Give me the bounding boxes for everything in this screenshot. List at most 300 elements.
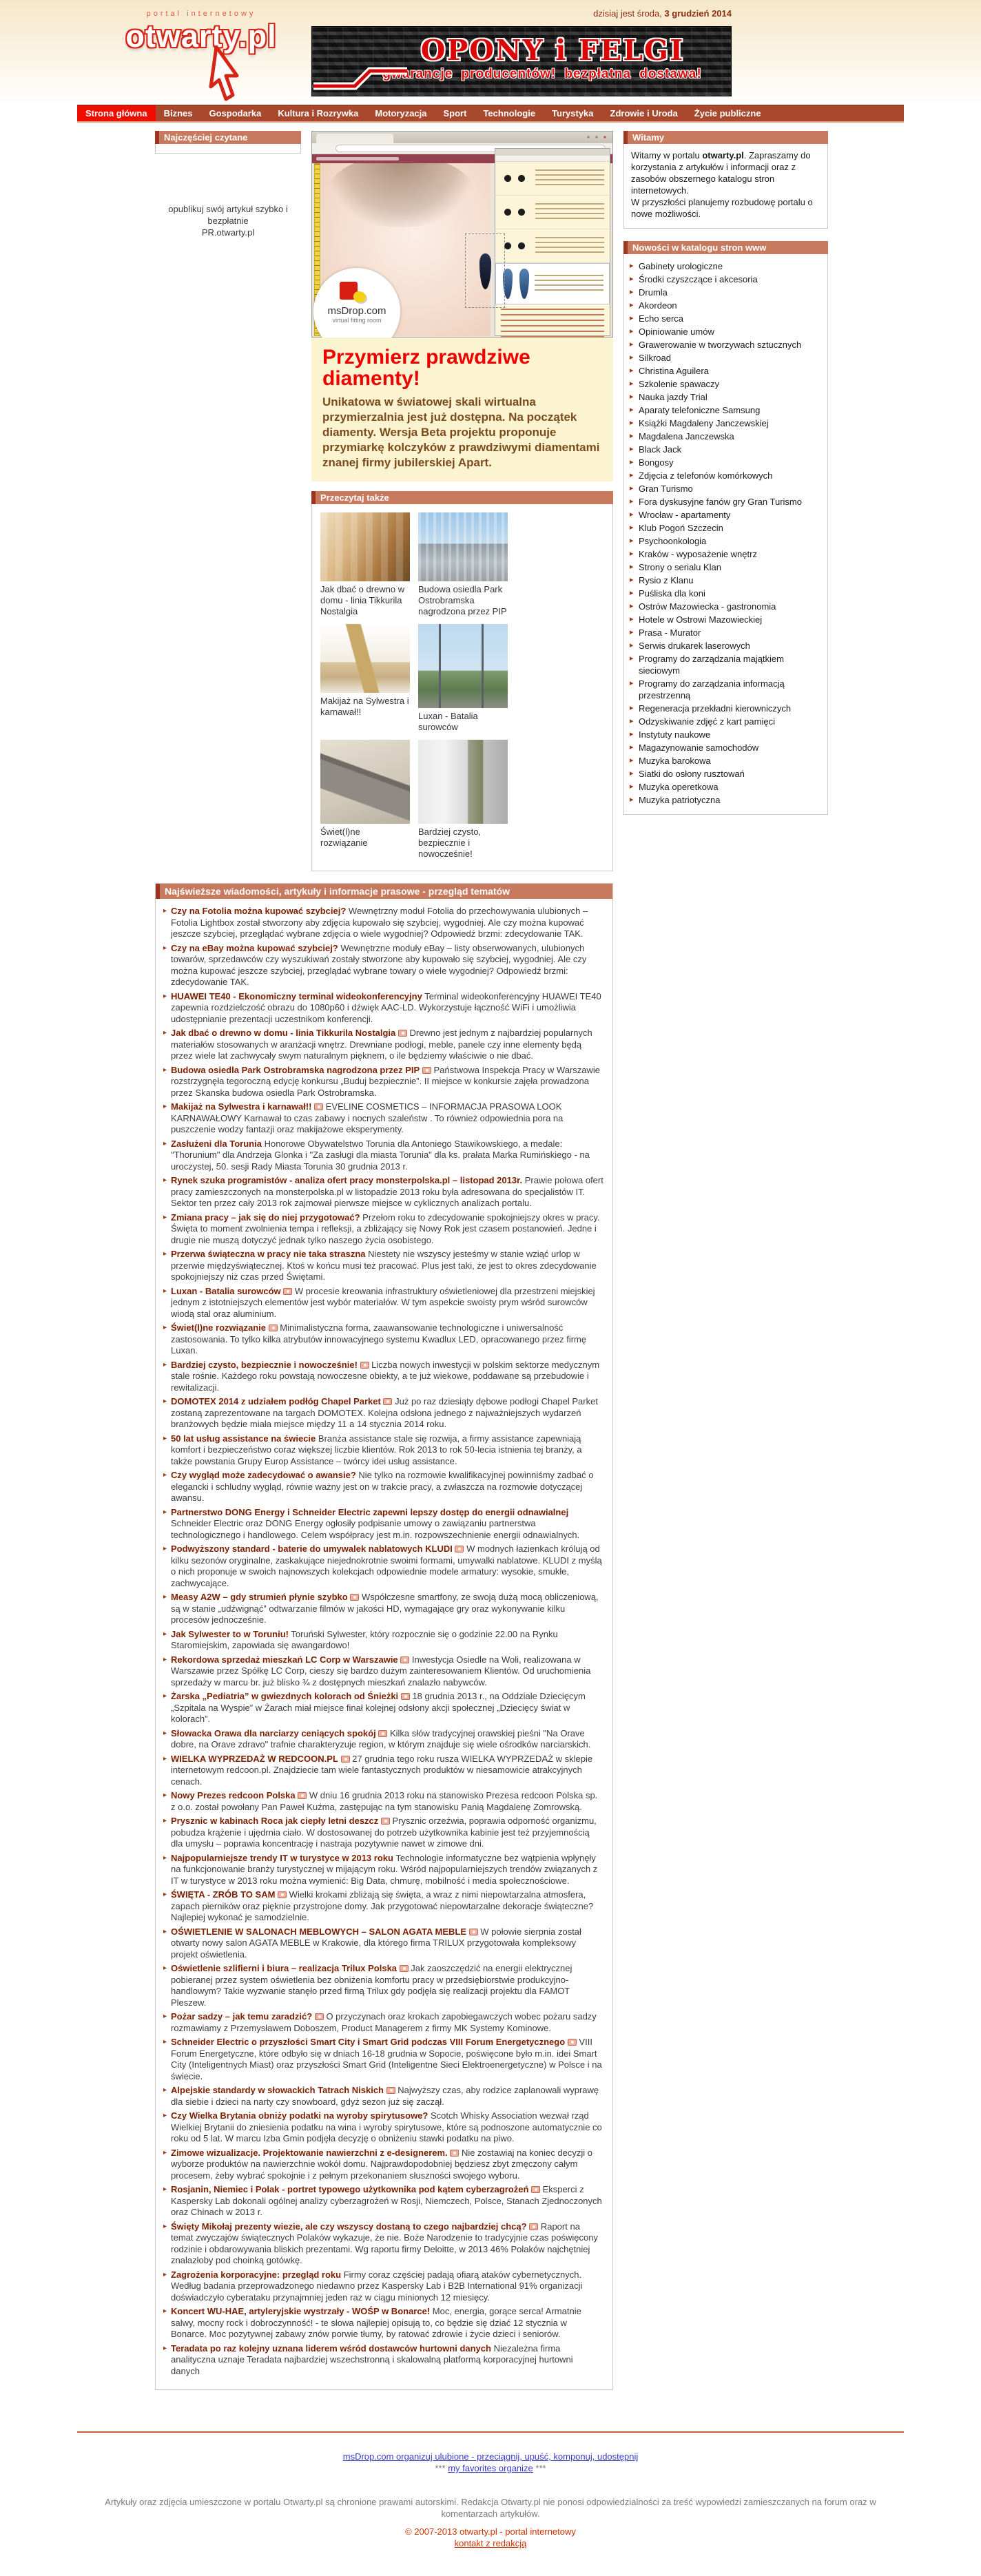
news-item [163,1212,603,1247]
news-item-body: Wewnętrzny moduł Fotolia do przechowywania ulubionych – Fotolia Lightbox został stworzony aby zdjęcia kupowało się szybciej, wygodniej. Ale czy można kupować jeszcze szybciej, przeglądać wybrane zdjęcia o wiele wygodniej? Odpowiedź brzmi: zdecydowanie TAK. [171,906,588,939]
news-item [163,1889,603,1924]
arrow-bullet-icon: ▸ [630,301,634,309]
news-item-title[interactable]: Budowa osiedla Park Ostrobramska nagrodzona przez PIP [171,1064,420,1075]
arrow-bullet-icon: ▸ [163,1729,167,1737]
catalog-item[interactable]: ▸ Kraków - wyposażenie wnętrz [630,549,757,559]
read-also-item[interactable]: Bardziej czysto, bezpiecznie i nowocześnie! [418,740,508,860]
arrow-bullet-icon: ▸ [630,275,634,283]
arrow-bullet-icon: ▸ [163,1139,167,1147]
news-item-title[interactable]: Czy Wielka Brytania obniży podatki na wyroby spirytusowe? [171,2110,428,2121]
camera-icon [398,1030,407,1037]
catalog-item[interactable]: ▸ Odzyskiwanie zdjęć z kart pamięci [630,716,775,727]
catalog-item[interactable]: ▸ Hotele w Ostrowi Mazowieckiej [630,614,763,625]
news-item-title[interactable]: Koncert WU-HAE, artyleryjskie wystrzały - WOŚP w Bonarce! [171,2306,431,2316]
msdrop-logo: msDrop.com virtual fitting room [313,268,400,337]
news-item [163,1853,603,1887]
catalog-item[interactable]: ▸ Strony o serialu Klan [630,562,721,572]
news-item-title[interactable]: Pożar sadzy – jak temu zaradzić? [171,2011,313,2022]
camera-icon [350,1594,359,1601]
arrow-bullet-icon: ▸ [630,406,634,414]
arrow-bullet-icon: ▸ [630,704,634,712]
news-item-body: 18 grudnia 2013 r., na Oddziale Dziecięcym „Szpitala na Wyspie” w Żarach miał miejsce finał kolejnej odsłony akcji społecznej „Dziecięcy świat w kolorach”. [171,1691,586,1724]
news-item-body: Firmy coraz częściej padają ofiarą ataków cybernetycznych. Według badania przeprowadzonego niedawno przez Kaspersky Lab i B2B International 91% organizacji doświadczyło cyberataku przynajmniej jeden raz w ciągu minionych 12 miesięcy. [171,2269,583,2303]
news-item-body: W modnych łazienkach królują od kilku sezonów oryginalne, zaskakujące niejednokrotnie swoimi formami, umywalki nablatowe. KLUDI z myślą o nich proponuje w swoich najnowszych kolekcjach odpowiednie modele armatury: wysokie, smukłe, zachwycające. [171,1544,602,1588]
fitting-selection-box [465,233,505,308]
camera-icon [269,1325,278,1331]
arrow-bullet-icon: ▸ [163,1692,167,1700]
news-item-title[interactable]: Czy wygląd może zadecydować o awansie? [171,1470,356,1480]
camera-icon [314,1103,323,1110]
news-item-title[interactable]: Teradata po raz kolejny uznana liderem wśród dostawców hurtowni danych [171,2343,491,2354]
catalog-item[interactable]: ▸ Bongosy [630,457,674,468]
arrow-bullet-icon: ▸ [630,484,634,492]
news-item-body: EVELINE COSMETICS – INFORMACJA PRASOWA LOOK KARNAWAŁOWY Karnawał to czas zabawy i nocnych szaleństw . To również odpowiednia pora na puszczenie wodzy fantazji oraz makijażowe eksperymenty. [171,1101,564,1134]
arrow-bullet-icon: ▸ [163,1630,167,1638]
arrow-bullet-icon: ▸ [163,1287,167,1295]
news-header: Najświeższe wiadomości, artykuły i informacje prasowe - przegląd tematów [156,884,612,899]
header [77,0,904,105]
news-item-title[interactable]: Alpejskie standardy w słowackich Tatrach Niskich [171,2085,384,2095]
arrow-bullet-icon: ▸ [163,2013,167,2020]
arrow-bullet-icon: ▸ [630,717,634,725]
nav-item[interactable]: Motoryzacja [375,108,427,118]
catalog-item[interactable]: ▸ Echo serca [630,313,684,324]
catalog-item[interactable]: ▸ Klub Pogoń Szczecin [630,523,723,533]
news-item-body: Toruński Sylwester, który rozpocznie się o godzinie 22.00 na Rynku Staromiejskim, zapowiada się awangardowo! [171,1628,558,1650]
catalog-item[interactable]: ▸ Ostrów Mazowiecka - gastronomia [630,601,776,612]
thumbnail-image[interactable] [418,740,508,824]
right-column [623,131,828,871]
arrow-bullet-icon: ▸ [163,992,167,1000]
news-item [163,1592,603,1626]
news-item-body: W połowie sierpnia został otwarty nowy salon AGATA MEBLE w Krakowie, dla którego firma TRILUX przygotowała kompleksowy projekt oświetlenia. [171,1926,581,1960]
news-item-body: Moc, energia, gorące serca! Armatnie salwy, mocny rock i dobroczynność! - te słowa najlepiej opisują to, co będzie się dziać 12 stycznia w Bonarce. Moc pozytywnej zabawy znów porwie tłumy, by ratować zdrowie i życie dzieci i seniorów. [171,2306,581,2339]
catalog-item[interactable]: ▸ Grawerowanie w tworzywach sztucznych [630,340,802,350]
featured-article-title[interactable]: Przymierz prawdziwe diamenty! [322,346,530,390]
news-item-title[interactable]: Słowacka Orawa dla narciarzy ceniących spokój [171,1727,376,1738]
arrow-bullet-icon: ▸ [630,730,634,738]
news-item-title[interactable]: Luxan - Batalia surowców [171,1285,281,1296]
news-item-body: Eksperci z Kaspersky Lab dokonali ogólnej analizy cyberzagrożeń w Rosji, Niemczech, Polsce, Stanach Zjednoczonych oraz Chinach w 2013 r. [171,2184,602,2217]
news-item-title[interactable]: WIELKA WYPRZEDAŻ W REDCOON.PL [171,1753,338,1764]
arrow-bullet-icon: ▸ [630,641,634,650]
arrow-bullet-icon: ▸ [630,497,634,506]
news-item-body: Prawie połowa ofert pracy zamieszczonych na monsterpolska.pl w listopadzie 2013 roku była adresowana do specjalistów IT. Sektor ten przez cały 2013 rok zajmował pierwsze miejsce w cyklicznych analizach portalu. [171,1175,603,1208]
catalog-item[interactable]: ▸ Magazynowanie samochodów [630,742,759,753]
news-item [163,2110,603,2145]
catalog-item[interactable]: ▸ Akordeon [630,300,677,311]
news-item-body: 27 grudnia tego roku rusza WIELKA WYPRZEDAŻ w sklepie internetowym redcoon.pl. Znajdziecie tam wiele fantastycznych produktów w niesamowicie atrakcyjnych cenach. [171,1753,593,1787]
arrow-bullet-icon: ▸ [163,2222,167,2230]
arrow-bullet-icon: ▸ [630,432,634,440]
arrow-bullet-icon: ▸ [630,769,634,778]
catalog-item[interactable]: ▸ Programy do zarządzania informacją przestrzenną [630,678,785,700]
arrow-bullet-icon: ▸ [163,1927,167,1935]
arrow-bullet-icon: ▸ [630,628,634,636]
read-also-item[interactable]: Makijaż na Sylwestra i karnawał!! [320,624,410,733]
current-date: dzisiaj jest środa, 3 grudzień 2014 [593,8,732,19]
arrow-bullet-icon: ▸ [630,393,634,401]
thumbnail-image[interactable] [320,740,410,824]
news-item-title[interactable]: Rekordowa sprzedaż mieszkań LC Corp w Warszawie [171,1654,398,1665]
arrow-bullet-icon: ▸ [163,1853,167,1862]
featured-article [311,337,613,481]
news-item-title[interactable]: Rosjanin, Niemiec i Polak - portret typowego użytkownika pod kątem cyberzagrożeń [171,2184,529,2194]
news-item [163,1963,603,2008]
catalog-item[interactable]: ▸ Puśliska dla koni [630,588,705,599]
catalog-item[interactable]: ▸ Gran Turismo [630,484,693,494]
arrow-bullet-icon: ▸ [163,2038,167,2046]
news-item-title[interactable]: Prysznic w kabinach Roca jak ciepły letni deszcz [171,1816,379,1826]
catalog-item[interactable]: ▸ Gabinety urologiczne [630,261,723,271]
news-item-title[interactable]: ŚWIĘTA - ZRÓB TO SAM [171,1889,276,1900]
nav-item[interactable]: Zdrowie i Uroda [610,108,678,118]
arrow-bullet-icon: ▸ [163,2185,167,2193]
news-item-title[interactable]: HUAWEI TE40 - Ekonomiczny terminal wideokonferencyjny [171,990,422,1001]
earring-thumbnail-icon [499,202,530,222]
news-item-body: Współczesne smartfony, ze swoją dużą mocą obliczeniową, są w stanie „udźwignąć” odtwarzanie filmów w jakości HD, wymagające gry oraz wykonywanie kilku procesów jednocześnie. [171,1592,599,1625]
arrow-bullet-icon: ▸ [163,1545,167,1552]
arrow-bullet-icon: ▸ [630,262,634,270]
news-item-title[interactable]: Zimowe wizualizacje. Projektowanie nawierzchni z e-designerem. [171,2147,448,2158]
nav-item[interactable]: Strona główna [77,105,156,121]
contact-editors-link[interactable]: kontakt z redakcją [454,2538,527,2548]
news-item-title[interactable]: Rynek szuka programistów - analiza ofert pracy monsterpolska.pl – listopad 2013r. [171,1175,523,1185]
arrow-bullet-icon: ▸ [630,510,634,519]
catalog-item[interactable]: ▸ Christina Aguilera [630,366,709,376]
news-list [156,899,612,2389]
news-item-title[interactable]: OŚWIETLENIE W SALONACH MEBLOWYCH – SALON AGATA MEBLE [171,1926,466,1937]
news-item-body: Wielki krokami zbliżają się święta, a wraz z nimi niepowtarzalna atmosfera, zapach pierników oraz pięknie przystrojone domy. Jak przygotować niepowtarzalne dekoracje świąteczne? Najlepiej wykonać je samodzielnie. [171,1889,594,1922]
arrow-bullet-icon: ▸ [163,1360,167,1369]
footer-disclaimer: Artykuły oraz zdjęcia umieszczone w portalu Otwarty.pl są chronione prawami autorskimi. Redakcja Otwarty.pl nie ponosi odpowiedzialności za treść wypowiedzi zamieszczanych na forum oraz w komentarzach artykułów. [105,2497,876,2519]
my-favorites-link[interactable]: my favorites organize [448,2463,533,2473]
arrow-bullet-icon: ▸ [630,589,634,597]
camera-icon [422,1067,431,1074]
camera-icon [529,2223,538,2230]
camera-icon [315,2013,324,2020]
read-also-item[interactable]: Jak dbać o drewno w domu - linia Tikkurila Nostalgia [320,512,410,617]
featured-article-body: Unikatowa w światowej skali wirtualna przymierzalnia jest już dostępna. Na początek diamenty. Wersja Beta projektu proponuje przymiarkę kolczyków z prawdziwymi diamentami znanej firmy jubilerskiej Apart. [322,395,600,469]
mini-window-links [501,309,604,337]
nav-item[interactable]: Technologie [483,108,536,118]
hero-mini-window [495,148,610,336]
news-item-title[interactable]: Partnerstwo DONG Energy i Schneider Electric zapewni lepszy dostęp do energii odnawialnej [171,1506,569,1517]
news-item [163,2221,603,2267]
arrow-bullet-icon: ▸ [630,523,634,532]
arrow-bullet-icon: ▸ [630,537,634,545]
catalog-item[interactable]: ▸ Muzyka operetkowa [630,782,719,792]
news-item-title[interactable]: Najpopularniejsze trendy IT w turystyce w 2013 roku [171,1852,393,1863]
arrow-bullet-icon: ▸ [630,353,634,362]
news-item [163,1691,603,1725]
catalog-item[interactable]: ▸ Programy do zarządzania majątkiem sieciowym [630,654,784,676]
news-item [163,2148,603,2182]
news-item [163,1507,603,1541]
camera-icon [360,1362,369,1369]
arrow-bullet-icon: ▸ [630,419,634,427]
msdrop-hero-ad[interactable] [311,131,613,337]
catalog-item[interactable]: ▸ Black Jack [630,444,682,455]
catalog-item[interactable]: ▸ Psychoonkologia [630,536,707,546]
nav-item[interactable]: Kultura i Rozrywka [278,108,359,118]
news-item-body: Scotch Whisky Association wezwał rząd Wielkiej Brytanii do zniesienia podatku na wina i wyroby spirytusowe, które są podnoszone automatycznie co roku od 5 lat. W marcu Izba Gmin podjęła decyzję o obniżeniu stawki podatku na piwo. [171,2110,602,2143]
news-item-body: Honorowe Obywatelstwo Torunia dla Antoniego Stawikowskiego, a medale: "Thorunium" dla Andrzeja Glonka i "Za zasługi dla miasta Torunia" dla ks. prałata Marka Rumińskiego - na uroczystej, 50. sesji Rady Miasta Torunia 30 grudnia 2013 r. [171,1138,590,1172]
arrow-bullet-icon: ▸ [163,2344,167,2352]
arrow-bullet-icon: ▸ [630,445,634,453]
arrow-bullet-icon: ▸ [630,288,634,296]
catalog-item[interactable]: ▸ Drumla [630,287,668,298]
site-logo[interactable] [125,10,277,54]
catalog-item[interactable]: ▸ Siatki do osłony rusztowań [630,769,745,779]
news-item [163,1175,603,1209]
nav-item[interactable]: Turystyka [552,108,594,118]
arrow-bullet-icon: ▸ [163,1066,167,1074]
catalog-item[interactable]: ▸ Szkolenie spawaczy [630,379,720,389]
arrow-bullet-icon: ▸ [163,1398,167,1405]
catalog-item[interactable]: ▸ Instytuty naukowe [630,729,711,740]
tires-ad-banner[interactable] [311,26,732,96]
main-nav [77,105,904,123]
arrow-bullet-icon: ▸ [630,340,634,349]
arrow-bullet-icon: ▸ [630,679,634,687]
news-item-body: O przyczynach oraz krokach zapobiegawczych wobec pożaru sadzy rozmawiamy z Przemysławem Doboszem, Product Managerem z firmy MK Systemy Kominowe. [171,2011,597,2033]
read-also-item[interactable]: Budowa osiedla Park Ostrobramska nagrodzona przez PIP [418,512,508,617]
middle-column [311,131,613,871]
news-item-title[interactable]: 50 lat usług assistance na świecie [171,1433,316,1444]
news-item [163,1629,603,1652]
news-item-title[interactable]: Czy na Fotolia można kupować szybciej? [171,906,347,916]
catalog-item[interactable]: ▸ Regeneracja przekładni kierowniczych [630,703,792,714]
arrow-bullet-icon: ▸ [630,743,634,751]
news-item [163,1286,603,1320]
news-item-body: Raport na temat zwyczajów świątecznych Polaków wykazuje, że nie. Boże Narodzenie to tradycyjnie czas poświęcony rodzinie i obdarowywania bliskich prezentami. Wg raportu firmy Deloitte, w 2013 46% Polaków najchętniej znalazłoby pod choinką gotówkę. [171,2221,598,2265]
selected-earring-row [495,263,610,304]
catalog-item[interactable]: ▸ Silkroad [630,353,671,363]
banner-headline: OPONY i FELGI [420,34,685,67]
catalog-item[interactable]: ▸ Muzyka barokowa [630,756,711,766]
news-item-body: Liczba nowych inwestycji w polskim sektorze medycznym stale rośnie. Każdego roku powstają nowoczesne obiekty, a te już wiekowe, poddawane są przebudowie i rewitalizacji. [171,1359,600,1393]
arrow-bullet-icon: ▸ [630,563,634,571]
thumbnail-image[interactable] [320,624,410,693]
news-item-body: Kilka słów tradycyjnej orawskiej pieśni "Na Orave dobre, na Orave zdravo" trafnie charakteryzuje region, w którym znajduje się wiele ośrodków narciarskich. [171,1727,591,1749]
news-item [163,1470,603,1504]
news-item [163,1790,603,1813]
news-item [163,1544,603,1589]
arrow-bullet-icon: ▸ [163,907,167,915]
catalog-item[interactable]: ▸ Nauka jazdy Trial [630,392,708,402]
catalog-item[interactable]: ▸ Fora dyskusyjne fanów gry Gran Turismo [630,497,802,507]
news-item-title[interactable]: Measy A2W – gdy strumień płynie szybko [171,1592,348,1602]
arrow-bullet-icon: ▸ [630,756,634,765]
arrow-bullet-icon: ▸ [163,1324,167,1331]
news-item-title[interactable]: Podwyższony standard - baterie do umywalek nablatowych KLUDI [171,1544,453,1554]
news-item [163,1728,603,1751]
arrow-bullet-icon: ▸ [630,602,634,610]
news-item [163,1249,603,1283]
catalog-item[interactable]: ▸ Opiniowanie umów [630,326,714,337]
arrow-bullet-icon: ▸ [163,1103,167,1110]
news-item-title[interactable]: Świet(l)ne rozwiązanie [171,1322,266,1333]
arrow-bullet-icon: ▸ [163,1964,167,1972]
news-item-body: Prysznic orzeźwia, poprawia odporność organizmu, pobudza krążenie i ujędrnia ciało. W dostosowanej do potrzeb użytkownika kabinie jest też przyjemnością dla umysłu – poprawia koncentrację i nastraja pozytywnie nawet w zimowe dni. [171,1816,597,1849]
news-item [163,2085,603,2108]
news-item-body: Państwowa Inspekcja Pracy w Warszawie rozstrzygnęła tegoroczną edycję konkursu „Buduj bezpiecznie”. II miejsce w konkursie zajęła prowadzona przez Skanska budowa osiedla Park Ostrobramska. [171,1064,601,1098]
catalog-item[interactable]: ▸ Prasa - Murator [630,627,701,638]
news-item-title[interactable]: Przerwa świąteczna w pracy nie taka straszna [171,1249,366,1259]
logo-name: otwarty.pl [125,19,277,54]
arrow-bullet-icon: ▸ [630,471,634,479]
arrow-bullet-icon: ▸ [163,1593,167,1601]
news-item-body: Branża assistance stale się rozwija, a firmy assistance zapewniają komfort i bezpieczeństwo coraz większej liczbie klientów. Rok 2013 to rok 50-lecia istnienia tej branży, a także powstania Grupy Europ Assistance – twórcy idei usług assistance. [171,1433,582,1466]
camera-icon [469,1929,478,1935]
nav-item[interactable]: Życie publiczne [694,108,761,118]
camera-icon [531,2186,540,2193]
news-item-body: Wewnętrzne moduły eBay – listy obserwowanych, ulubionych towarów, sprzedawców czy wyszukiwań zostały stworzone aby kupowało się szybciej, wygodniej. Ale czy można kupować jeszcze szybciej, przeglądać wybrane towary o wiele wygodniej? Odpowiedź brzmi: zdecydowanie TAK. [171,942,587,987]
news-item [163,1396,603,1431]
news-item-title[interactable]: Makijaż na Sylwestra i karnawał!! [171,1101,312,1112]
news-item-title[interactable]: Jak Sylwester to w Toruniu! [171,1628,289,1639]
pr-otwarty-ad-link[interactable]: opublikuj swój artykuł szybko i bezpłatnie PR.otwarty.pl [168,204,288,238]
arrow-bullet-icon: ▸ [163,1176,167,1184]
camera-icon [341,1756,350,1763]
news-item-title[interactable]: Święty Mikołaj prezenty wiezie, ale czy wszyscy dostaną to czego najbardziej chcą? [171,2221,527,2232]
arrow-bullet-icon: ▸ [163,1213,167,1221]
news-item-title[interactable]: Zagrożenia korporacyjne: przegląd roku [171,2269,342,2280]
window-buttons-icon [586,135,609,139]
news-item [163,2343,603,2378]
news-item-body: Niestety nie wszyscy jesteśmy w stanie wziąć urlop w przerwie międzyświątecznej. Ktoś w końcu musi też pracować. Plus jest taki, że jest to okres zdecydowanie spokojniejszy niż czas przed Świętami. [171,1249,597,1282]
camera-icon [450,2150,459,2157]
news-item-body: Niezależna firma analityczna uznaje Teradata najbardziej wszechstronną i skalowalną platformą korporacyjnej hurtowni danych [171,2343,573,2376]
news-item-title[interactable]: Zasłużeni dla Torunia [171,1138,262,1149]
news-item [163,943,603,988]
arrow-bullet-icon: ▸ [163,1891,167,1898]
read-also-item[interactable]: Luxan - Batalia surowców [418,624,508,733]
arrow-bullet-icon: ▸ [163,1250,167,1258]
news-item [163,1433,603,1468]
arrow-bullet-icon: ▸ [163,2270,167,2278]
news-item-title[interactable]: Bardziej czysto, bezpiecznie i nowocześnie! [171,1359,358,1370]
thumbnail-image[interactable] [418,512,508,581]
news-item [163,1816,603,1850]
news-item-title[interactable]: Jak dbać o drewno w domu - linia Tikkurila Nostalgia [171,1028,396,1038]
catalog-item[interactable]: ▸ Magdalena Janczewska [630,431,734,442]
news-item [163,1139,603,1173]
news-item-body: VIII Forum Energetyczne, które odbyło się w dniach 16-18 grudnia w Sopocie, poświęcone było m.in. idei Smart City (Inteligentnych Miast) oraz przyszłości Smart Grid (Inteligentne Sieci Elektroenergetyczne) w Polsce i na świecie. [171,2037,602,2081]
arrow-bullet-icon: ▸ [630,550,634,558]
arrow-bullet-icon: ▸ [630,458,634,466]
header-band [0,0,981,105]
camera-icon [298,1792,307,1799]
news-item-body: Już po raz dziesiąty dębowe podłogi Chapel Parket zostaną zaprezentowane na targach DOMOTEX. Kolejna odsłona jednego z najważniejszych wydarzeń branżowych będzie miała miejsce między 11 a 14 stycznia 2014 roku. [171,1396,598,1429]
camera-icon [283,1288,292,1295]
earring-icon [479,253,491,289]
hero-browser-titlebar [312,132,612,143]
news-section [155,883,613,2390]
news-item [163,1654,603,1689]
catalog-item[interactable]: ▸ Wrocław - apartamenty [630,510,731,520]
camera-icon [278,1891,287,1898]
news-item-body: Minimalistyczna forma, zaawansowanie technologiczne i uniwersalność zastosowania. To tylko kilka atrybutów innowacyjnego systemu Kwadlux LED, opracowanego przez firmę Luxan. [171,1322,587,1355]
arrow-bullet-icon: ▸ [630,314,634,322]
news-item-body: Jak zaoszczędzić na energii elektrycznej pobieranej przez system oświetlenia bez obniżenia komfortu pracy w przedsiębiorstwie produkcyjno-handlowym? Takie wyzwanie stanęło przed firmą Trilux gdy podjęła się realizacji projektu dla FAMOT Pleszew. [171,1963,572,2008]
catalog-item[interactable]: ▸ Muzyka patriotyczna [630,795,721,805]
catalog-item[interactable]: ▸ Rysio z Klanu [630,575,694,585]
camera-icon [400,1965,409,1972]
arrow-bullet-icon: ▸ [163,1508,167,1516]
arrow-bullet-icon: ▸ [163,2086,167,2094]
arrow-bullet-icon: ▸ [630,327,634,335]
hero-browser-window [311,131,613,337]
banner-swoosh-icon [312,63,409,93]
news-item [163,1360,603,1394]
news-item-body: Schneider Electric oraz DONG Energy ogłosiły podpisanie umowy o zawiązaniu partnerstwa technologicznego i handlowego. Celem współpracy jest m.in. rozpowszechnienie energii odnawialnych. [171,1518,580,1540]
arrow-bullet-icon: ▸ [163,1655,167,1663]
news-item [163,2184,603,2219]
welcome-header: Witamy [623,131,828,144]
arrow-bullet-icon: ▸ [163,2112,167,2119]
thumbnail-image[interactable] [418,624,508,708]
arrow-bullet-icon: ▸ [630,380,634,388]
news-item-title[interactable]: Zmiana pracy – jak się do niej przygotować? [171,1212,360,1223]
news-item [163,991,603,1026]
news-item-title[interactable]: Nowy Prezes redcoon Polska [171,1790,296,1800]
most-read-box [155,144,301,154]
camera-icon [455,1546,464,1552]
cursor-arrow-icon [207,45,249,105]
news-item [163,906,603,940]
catalog-header: Nowości w katalogu stron www [623,241,828,254]
footer: msDrop.com organizuj ulubione - przeciągnij, upuść, komponuj, udostępnij *** my favorites organize *** Artykuły oraz zdjęcia umieszczone w portalu Otwarty.pl są chronione prawami autorskimi. Redakcja Otwarty.pl nie ponosi odpowiedzialności za treść wypowiedzi zamieszczanych na forum oraz w komentarzach artykułów. © 2007-2013 otwarty.pl - portal internetowy kontakt z redakcją [77,2431,904,2548]
catalog-item[interactable]: ▸ Serwis drukarek laserowych [630,641,750,651]
news-item-title[interactable]: DOMOTEX 2014 z udziałem podłóg Chapel Parket [171,1396,381,1406]
nav-item[interactable]: Gospodarka [209,108,262,118]
news-item-title[interactable]: Żarska „Pediatria” w gwiezdnych kolorach od Śnieżki [171,1691,399,1701]
news-item [163,1322,603,1357]
catalog-item[interactable]: ▸ Aparaty telefoniczne Samsung [630,405,761,415]
news-item-body: Nie zostawiaj na koniec decyzji o wyborze produktów na nawierzchnie wokół domu. Najprawdopodobniej będziesz zbyt zmęczony całym procesem, żeby wybrać spokojnie i z pełnym przekonaniem słuszności swojego wyboru. [171,2147,592,2181]
arrow-bullet-icon: ▸ [630,796,634,804]
camera-icon [378,1730,387,1737]
most-read-header: Najczęściej czytane [155,131,301,144]
news-item-body: Drewno jest jednym z najbardziej popularnych materiałów stosowanych w aranżacji wnętrz. Drewniane podłogi, meble, panele czy inne elementy będą przez wiele lat zachwycały swym naturalnym pięknem, o ile będziemy właściwie o nie dbać. [171,1028,592,1061]
nav-item[interactable]: Biznes [163,108,193,118]
banner-subline: gwarancje producentów! bezpłatna dostawa! [382,67,702,81]
news-item [163,1028,603,1062]
msdrop-footer-link[interactable]: msDrop.com organizuj ulubione - przeciągnij, upuść, komponuj, udostępnij [342,2451,639,2462]
catalog-item[interactable]: ▸ Zdjęcia z telefonów komórkowych [630,470,773,481]
news-item [163,2037,603,2082]
logo-tagline: portal internetowy [146,10,256,18]
news-item [163,2269,603,2304]
catalog-item[interactable]: ▸ Książki Magdaleny Janczewskiej [630,418,769,428]
welcome-box: Witamy w portalu otwarty.pl. Zapraszamy do korzystania z artykułów i informacji oraz z zasobów obszernego katalogu stron internetowych. W przyszłości planujemy rozbudowę portalu o nowe możliwości. [623,144,828,229]
read-also-item[interactable]: Świet(l)ne rozwiązanie [320,740,410,860]
camera-icon [383,1398,392,1405]
nav-item[interactable]: Sport [443,108,467,118]
news-item-title[interactable]: Schneider Electric o przyszłości Smart City i Smart Grid podczas VIII Forum Energetycznego [171,2037,566,2047]
msdrop-logo-icon [313,279,400,305]
thumbnail-image[interactable] [320,512,410,581]
news-item-title[interactable]: Oświetlenie szlifierni i biura – realizacja Trilux Polska [171,1963,397,1973]
arrow-bullet-icon: ▸ [163,1817,167,1825]
news-item-body: Technologie informatyczne bez wątpienia wpłynęły na funkcjonowanie branży turystycznej w mijającym roku. Wśród najpopularniejszych trendów związanych z IT w turystyce w 2013 roku można wymienić: Big Data, chmurę, mobilność i media społecznościowe. [171,1852,598,1886]
news-item-title[interactable]: Czy na eBay można kupować szybciej? [171,942,338,953]
news-item [163,2011,603,2034]
catalog-item[interactable]: ▸ Środki czyszczące i akcesoria [630,274,758,284]
camera-icon [568,2039,577,2046]
